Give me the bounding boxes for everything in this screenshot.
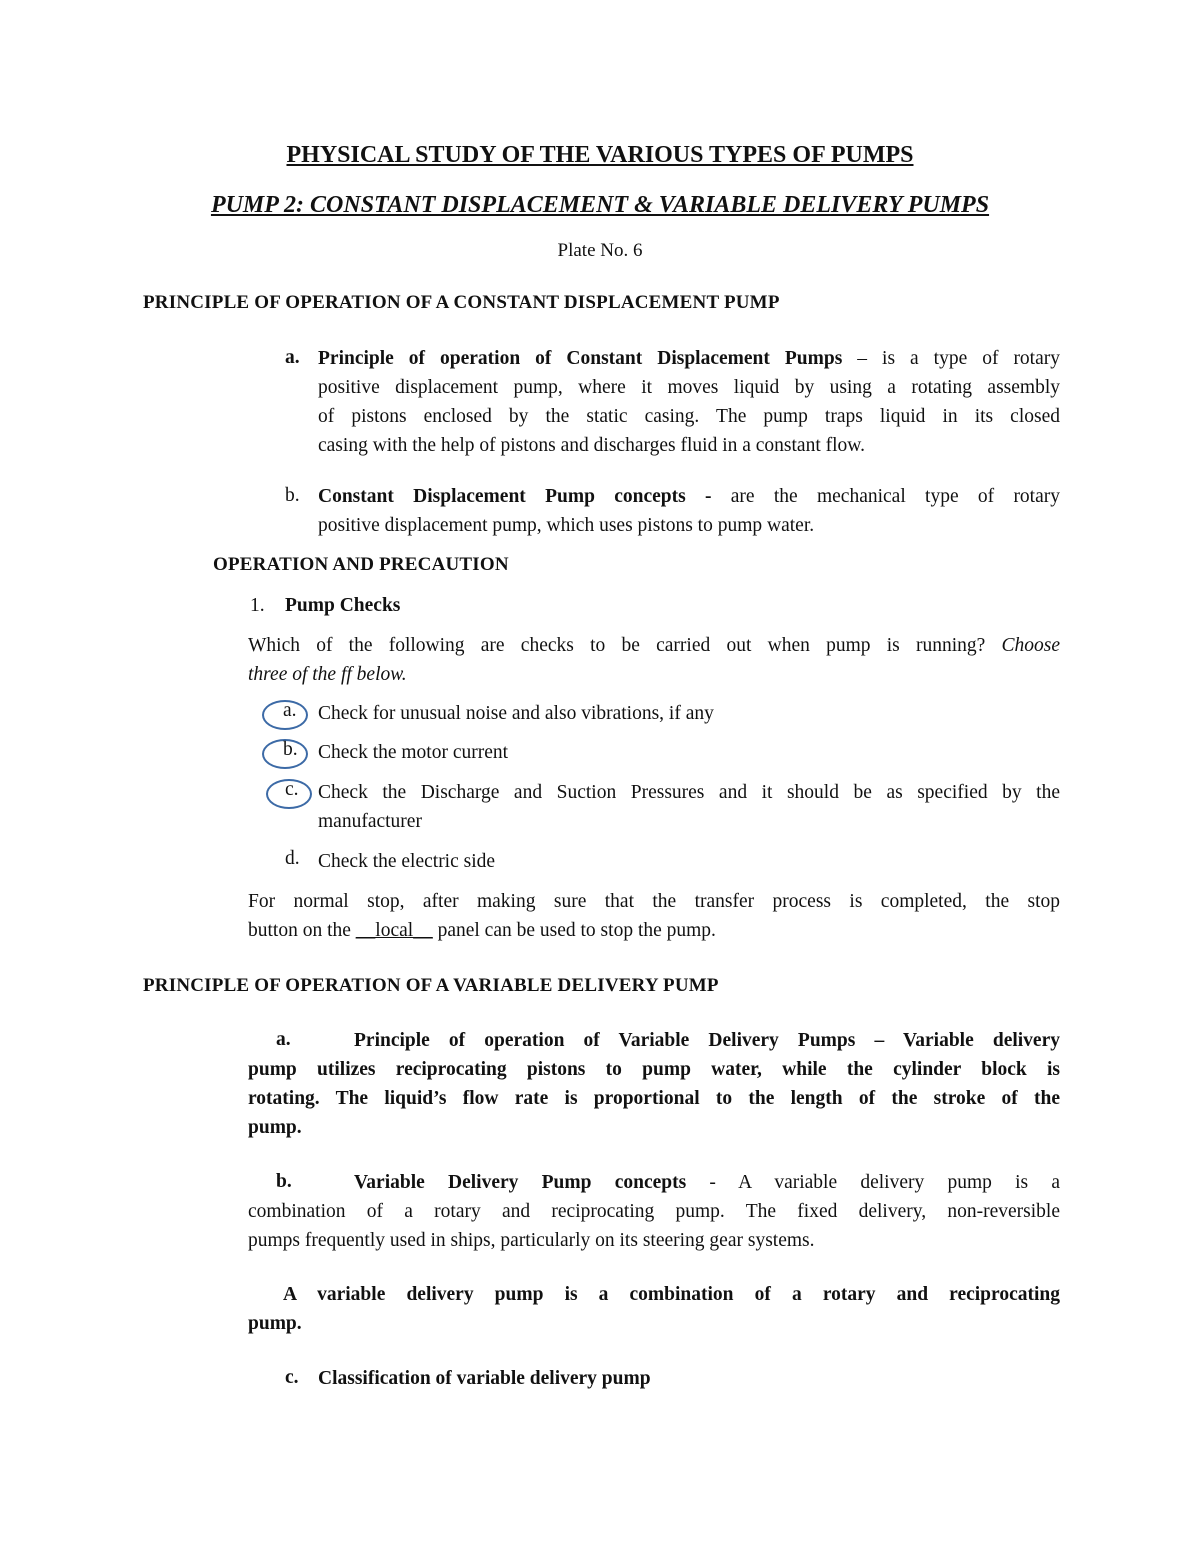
fill-in-blank-answer: __local__ bbox=[355, 920, 433, 941]
section1-item-a: Principle of operation of Constant Displacement Pumps – is a type of rotary positive displacement pump, where it moves liquid by using a rotating assembly of pistons enclosed by the static casing. The pump traps liquid in its closed casing with the help of pistons and discharges fluid in a constant flow. bbox=[318, 348, 1060, 456]
pump-checks-marker: 1. bbox=[250, 595, 265, 616]
section2-item-a: Principle of operation of Variable Delivery Pumps – Variable delivery pump utilizes reciprocating pistons to pump water, while the cylinder block is rotating. The liquid’s flow rate is proportional to the length of the stroke of the pump. bbox=[248, 1030, 1060, 1138]
section1-item-b-term: Constant Displacement Pump concepts - bbox=[318, 486, 712, 507]
section2-heading: PRINCIPLE OF OPERATION OF A VARIABLE DELIVERY PUMP bbox=[143, 975, 719, 996]
section1-item-a-term: Principle of operation of Constant Displacement Pumps bbox=[318, 348, 843, 369]
option-d-text: Check the electric side bbox=[318, 851, 496, 872]
section2-item-a-marker: a. bbox=[276, 1029, 291, 1050]
option-c-text: Check the Discharge and Suction Pressures and it should be as specified by the manufacturer bbox=[318, 782, 1060, 832]
document-subtitle: PUMP 2: CONSTANT DISPLACEMENT & VARIABLE DELIVERY PUMPS bbox=[210, 192, 990, 218]
section2-item-b: Variable Delivery Pump concepts - A variable delivery pump is a combination of a rotary and reciprocating pump. The fixed delivery, non-reversible pumps frequently used in ships, particularly on its steering gear systems. bbox=[248, 1172, 1061, 1251]
document-title: PHYSICAL STUDY OF THE VARIOUS TYPES OF PUMPS bbox=[286, 142, 914, 168]
section1-item-b-marker: b. bbox=[285, 485, 300, 506]
variable-delivery-emphasis: A variable delivery pump is a combination of a rotary and reciprocating pump. bbox=[248, 1284, 1060, 1334]
pump-checks-question: Which of the following are checks to be carried out when pump is running? Choose three of the ff below. bbox=[248, 635, 1060, 685]
normal-stop-paragraph: For normal stop, after making sure that the transfer process is completed, the stop button on the __local__ panel can be used to stop the pump. bbox=[248, 891, 1060, 941]
section1-item-a-marker: a. bbox=[285, 347, 300, 368]
option-b-marker: b. bbox=[283, 739, 298, 760]
pump-checks-label: Pump Checks bbox=[285, 595, 401, 616]
section1-item-b: Constant Displacement Pump concepts - are the mechanical type of rotary positive displacement pump, which uses pistons to pump water. bbox=[318, 486, 1060, 536]
option-a-text: Check for unusual noise and also vibrations, if any bbox=[318, 703, 714, 724]
section2-item-b-term: Variable Delivery Pump concepts bbox=[354, 1172, 687, 1193]
section2-item-c: Classification of variable delivery pump bbox=[318, 1368, 651, 1389]
section2-item-c-marker: c. bbox=[285, 1367, 299, 1388]
section1-heading: PRINCIPLE OF OPERATION OF A CONSTANT DISPLACEMENT PUMP bbox=[143, 292, 780, 313]
operation-heading: OPERATION AND PRECAUTION bbox=[213, 554, 509, 575]
plate-number: Plate No. 6 bbox=[557, 240, 643, 261]
option-b-text: Check the motor current bbox=[318, 742, 509, 763]
option-a-marker: a. bbox=[283, 700, 297, 721]
section2-item-b-marker: b. bbox=[276, 1171, 292, 1192]
option-c-marker: c. bbox=[285, 779, 299, 800]
option-d-marker: d. bbox=[285, 848, 300, 869]
